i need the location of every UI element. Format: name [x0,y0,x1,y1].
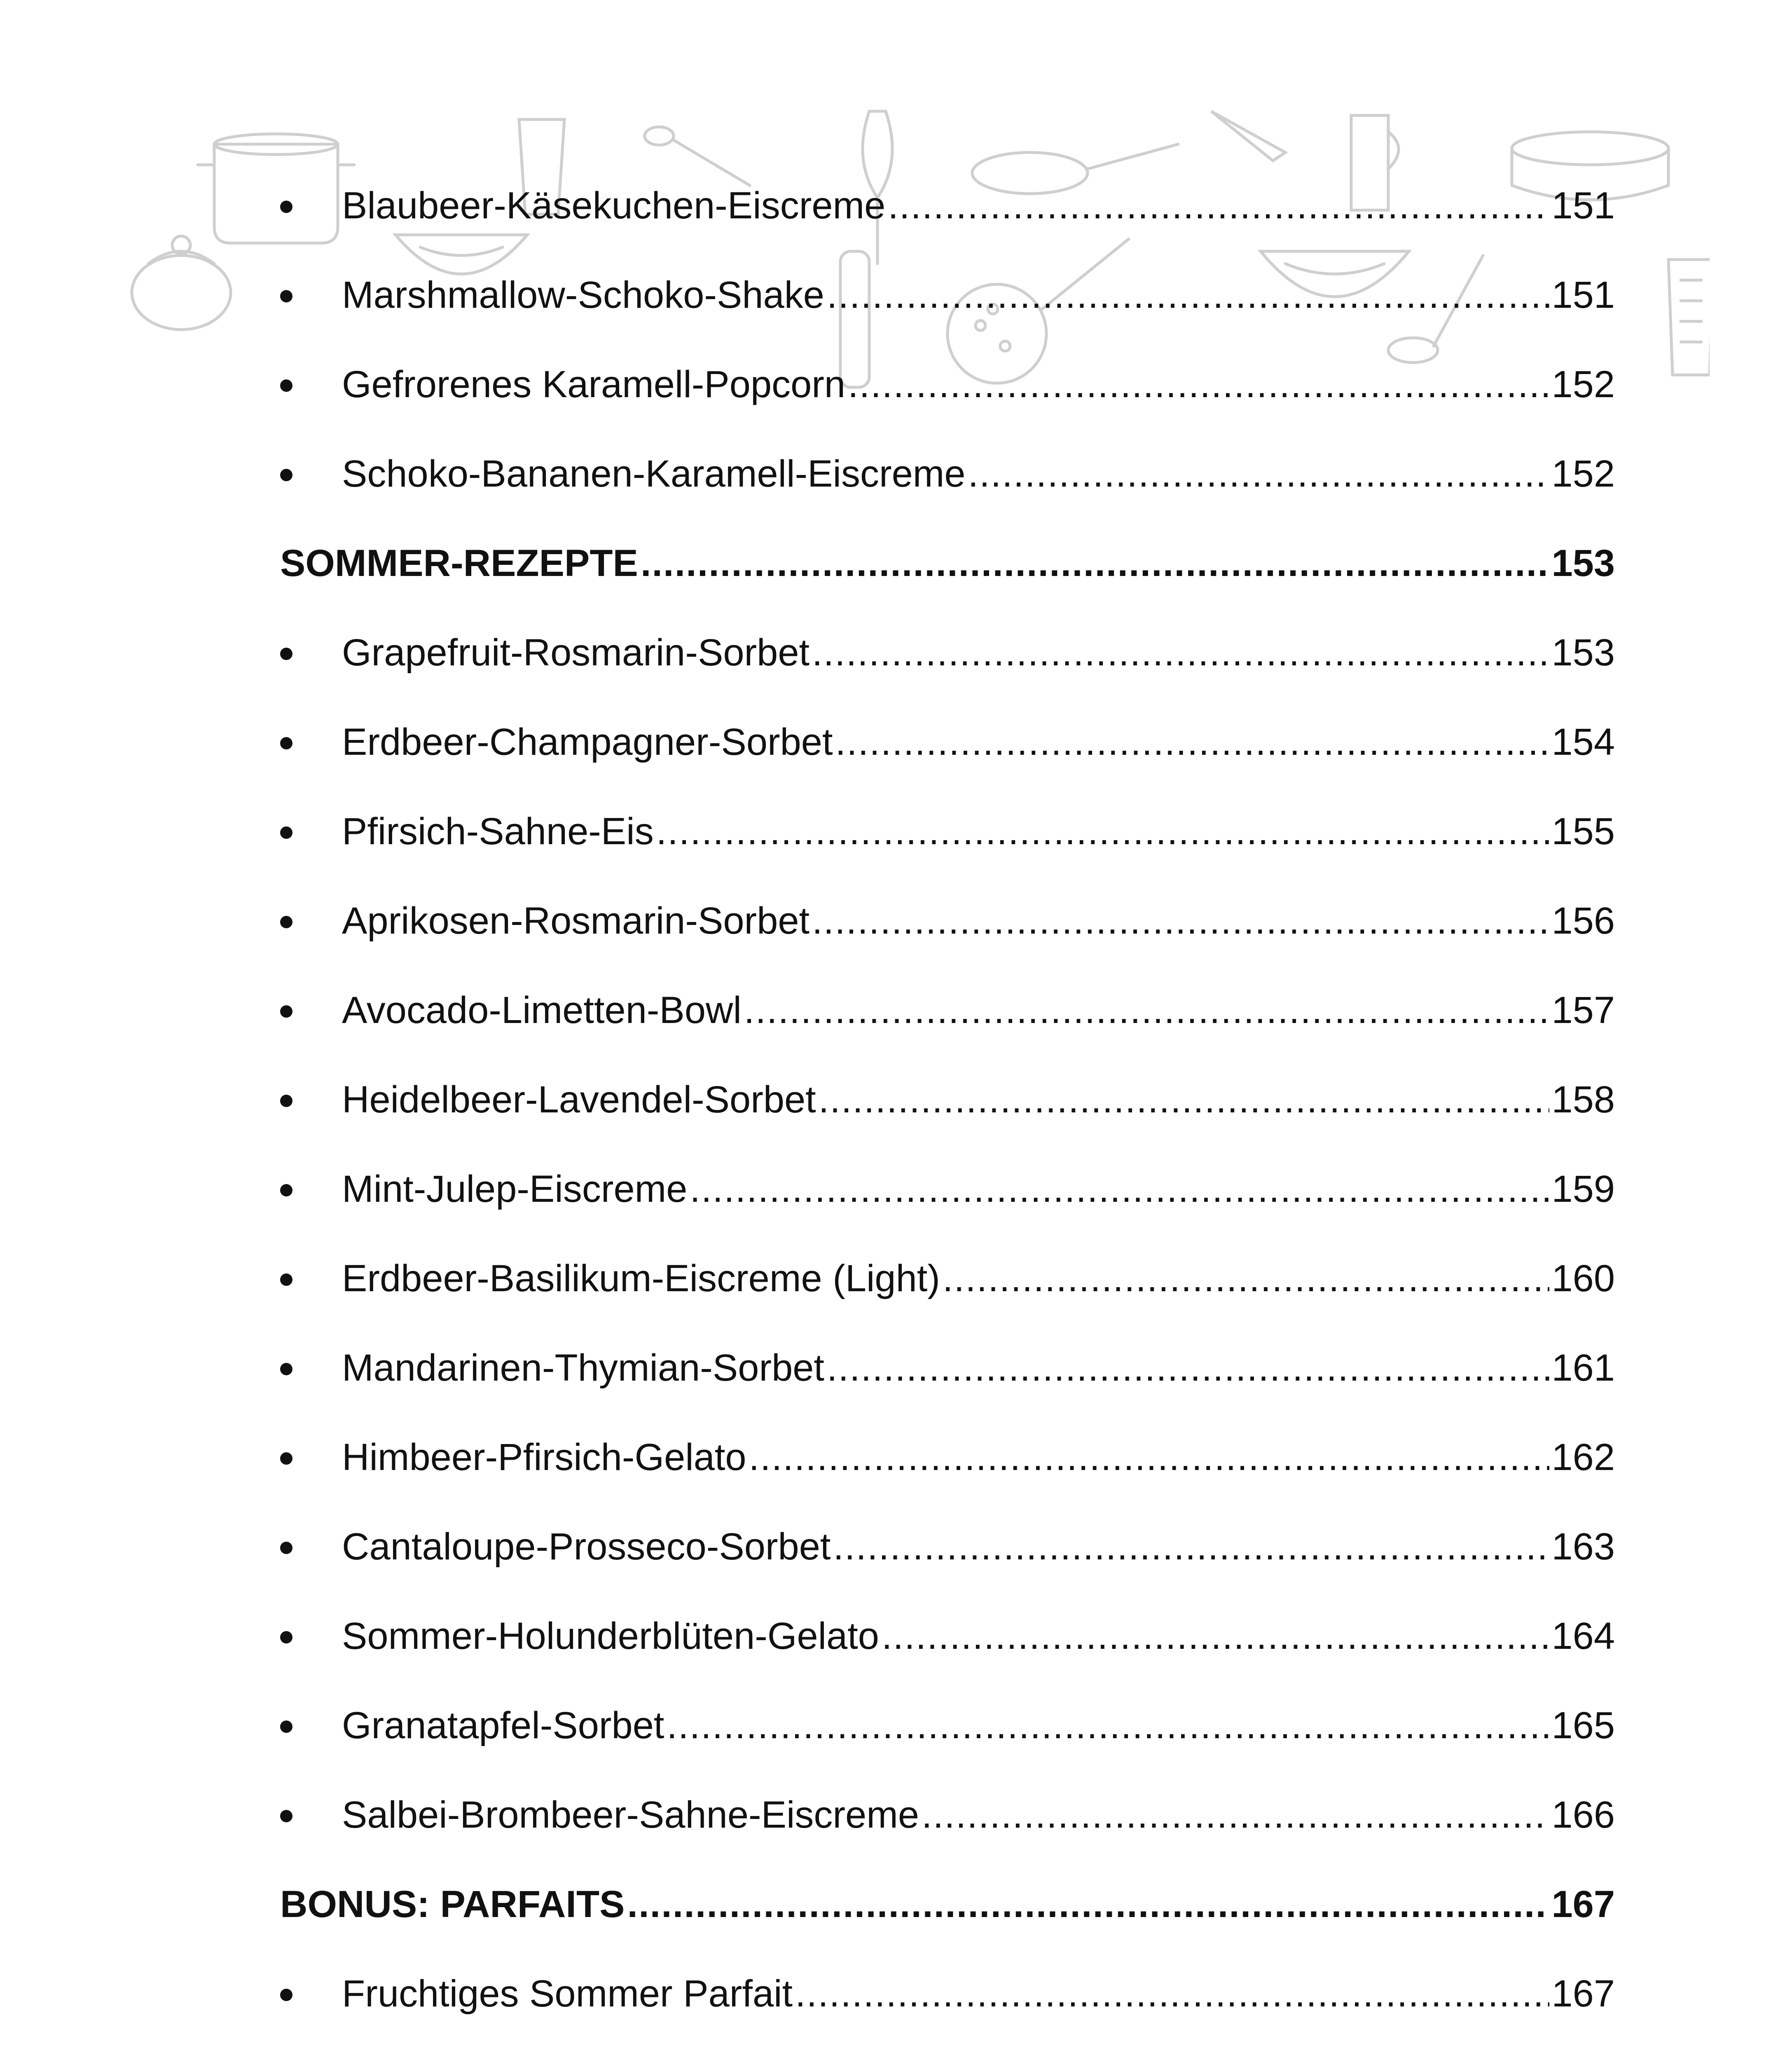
dot-leader [827,276,1549,314]
toc-title: Mint-Julep-Eiscreme [342,1168,688,1210]
toc-page-number: 159 [1551,1168,1615,1210]
toc-title: BONUS: PARFAITS [280,1883,625,1925]
toc-entry[interactable] [280,1144,1615,1234]
bullet-icon [280,1095,292,1107]
dot-leader [795,1975,1549,2013]
toc-page-number: 156 [1551,899,1615,942]
toc-title: Avocado-Limetten-Bowl [342,989,742,1031]
bullet-icon [280,201,292,213]
toc-entry[interactable] [280,787,1615,876]
toc-title: Cantaloupe-Prosseco-Sorbet [342,1525,831,1568]
toc-entry[interactable] [280,697,1615,787]
toc-page-number: 157 [1551,989,1615,1031]
bullet-icon [280,737,292,749]
bullet-icon [280,1810,292,1822]
dot-leader [627,1885,1549,1923]
toc-title: Sommer-Holunderblüten-Gelato [342,1615,879,1657]
toc-title: Erdbeer-Champagner-Sorbet [342,721,833,763]
bullet-icon [280,826,292,839]
toc-entry[interactable] [280,1591,1615,1681]
toc-page-number: 152 [1551,452,1615,495]
toc-page-number: 154 [1551,721,1615,763]
toc-title: SOMMER-REZEPTE [280,542,638,584]
toc-entry[interactable] [280,250,1615,339]
dot-leader [641,544,1549,582]
toc-entry[interactable] [280,965,1615,1055]
dot-leader [835,723,1549,761]
toc-title: Salbei-Brombeer-Sahne-Eiscreme [342,1793,919,1836]
toc-section-heading[interactable] [280,1859,1615,1949]
dot-leader [827,1349,1549,1387]
bullet-icon [280,916,292,928]
toc-page-number: 164 [1551,1615,1615,1657]
toc-entry[interactable] [280,1770,1615,1859]
toc-page-number: 155 [1551,810,1615,852]
bullet-icon [280,1184,292,1196]
toc-page-number: 160 [1551,1257,1615,1299]
toc-title: Grapefruit-Rosmarin-Sorbet [342,631,810,674]
bullet-icon [280,648,292,660]
toc-title: Himbeer-Pfirsich-Gelato [342,1436,746,1478]
bullet-icon [280,1363,292,1375]
toc-entry[interactable] [280,1681,1615,1770]
bullet-icon [280,1631,292,1643]
bullet-icon [280,1005,292,1018]
grater-icon [1668,260,1710,375]
toc-page-number: 165 [1551,1704,1615,1746]
toc-page-number: 161 [1551,1346,1615,1389]
dot-leader [749,1438,1549,1476]
bullet-icon [280,1721,292,1733]
toc-page-number: 152 [1551,363,1615,405]
toc-title: Erdbeer-Basilikum-Eiscreme (Light) [342,1257,940,1299]
bullet-icon [280,290,292,302]
toc-entry[interactable] [280,608,1615,697]
toc-page-number: 167 [1551,1972,1615,2015]
toc-entry[interactable] [280,1323,1615,1412]
toc-title: Fruchtiges Sommer Parfait [342,1972,793,2015]
toc-entry[interactable] [280,429,1615,518]
toc-page-number: 162 [1551,1436,1615,1478]
dot-leader [968,455,1549,493]
toc-entry[interactable] [280,339,1615,429]
toc-entry[interactable] [280,1055,1615,1144]
toc-entry[interactable] [280,1502,1615,1591]
sugar-pot-icon [132,236,231,330]
toc-page-number: 158 [1551,1078,1615,1121]
bullet-icon [280,469,292,481]
dot-leader [667,1707,1549,1744]
toc-title: Schoko-Bananen-Karamell-Eiscreme [342,452,966,495]
dot-leader [848,365,1549,403]
toc-title: Granatapfel-Sorbet [342,1704,664,1746]
toc-entry[interactable] [280,1234,1615,1323]
toc-page-number: 166 [1551,1793,1615,1836]
toc-title: Blaubeer-Käsekuchen-Eiscreme [342,184,886,227]
toc-entry[interactable] [280,876,1615,965]
dot-leader [690,1170,1549,1208]
dot-leader [833,1528,1549,1566]
toc-title: Marshmallow-Schoko-Shake [342,274,824,316]
toc-page-number: 167 [1551,1883,1615,1925]
toc-page-number: 153 [1551,542,1615,584]
dot-leader [812,634,1549,672]
bullet-icon [280,1273,292,1286]
toc-title: Mandarinen-Thymian-Sorbet [342,1346,824,1389]
dot-leader [656,812,1549,850]
toc-entry[interactable] [280,1412,1615,1502]
toc-title: Heidelbeer-Lavendel-Sorbet [342,1078,816,1121]
bullet-icon [280,1989,292,2001]
toc-entry[interactable] [280,161,1615,250]
toc-page-number: 163 [1551,1525,1615,1568]
toc-page-number: 153 [1551,631,1615,674]
table-of-contents [280,161,1615,2060]
toc-title: Pfirsich-Sahne-Eis [342,810,654,852]
dot-leader [922,1796,1549,1834]
toc-entry[interactable] [280,2038,1615,2060]
toc-page-number: 151 [1551,274,1615,316]
dot-leader [812,902,1549,940]
toc-section-heading[interactable] [280,518,1615,608]
bullet-icon [280,1542,292,1554]
bullet-icon [280,1452,292,1465]
dot-leader [882,1617,1549,1655]
dot-leader [744,991,1549,1029]
toc-title: Aprikosen-Rosmarin-Sorbet [342,899,810,942]
dot-leader [943,1259,1549,1297]
bullet-icon [280,379,292,392]
dot-leader [888,187,1549,225]
dot-leader [819,1081,1549,1119]
knife-icon [1211,111,1285,161]
toc-entry[interactable] [280,1949,1615,2038]
toc-page-number: 151 [1551,184,1615,227]
toc-title: Gefrorenes Karamell-Popcorn [342,363,846,405]
